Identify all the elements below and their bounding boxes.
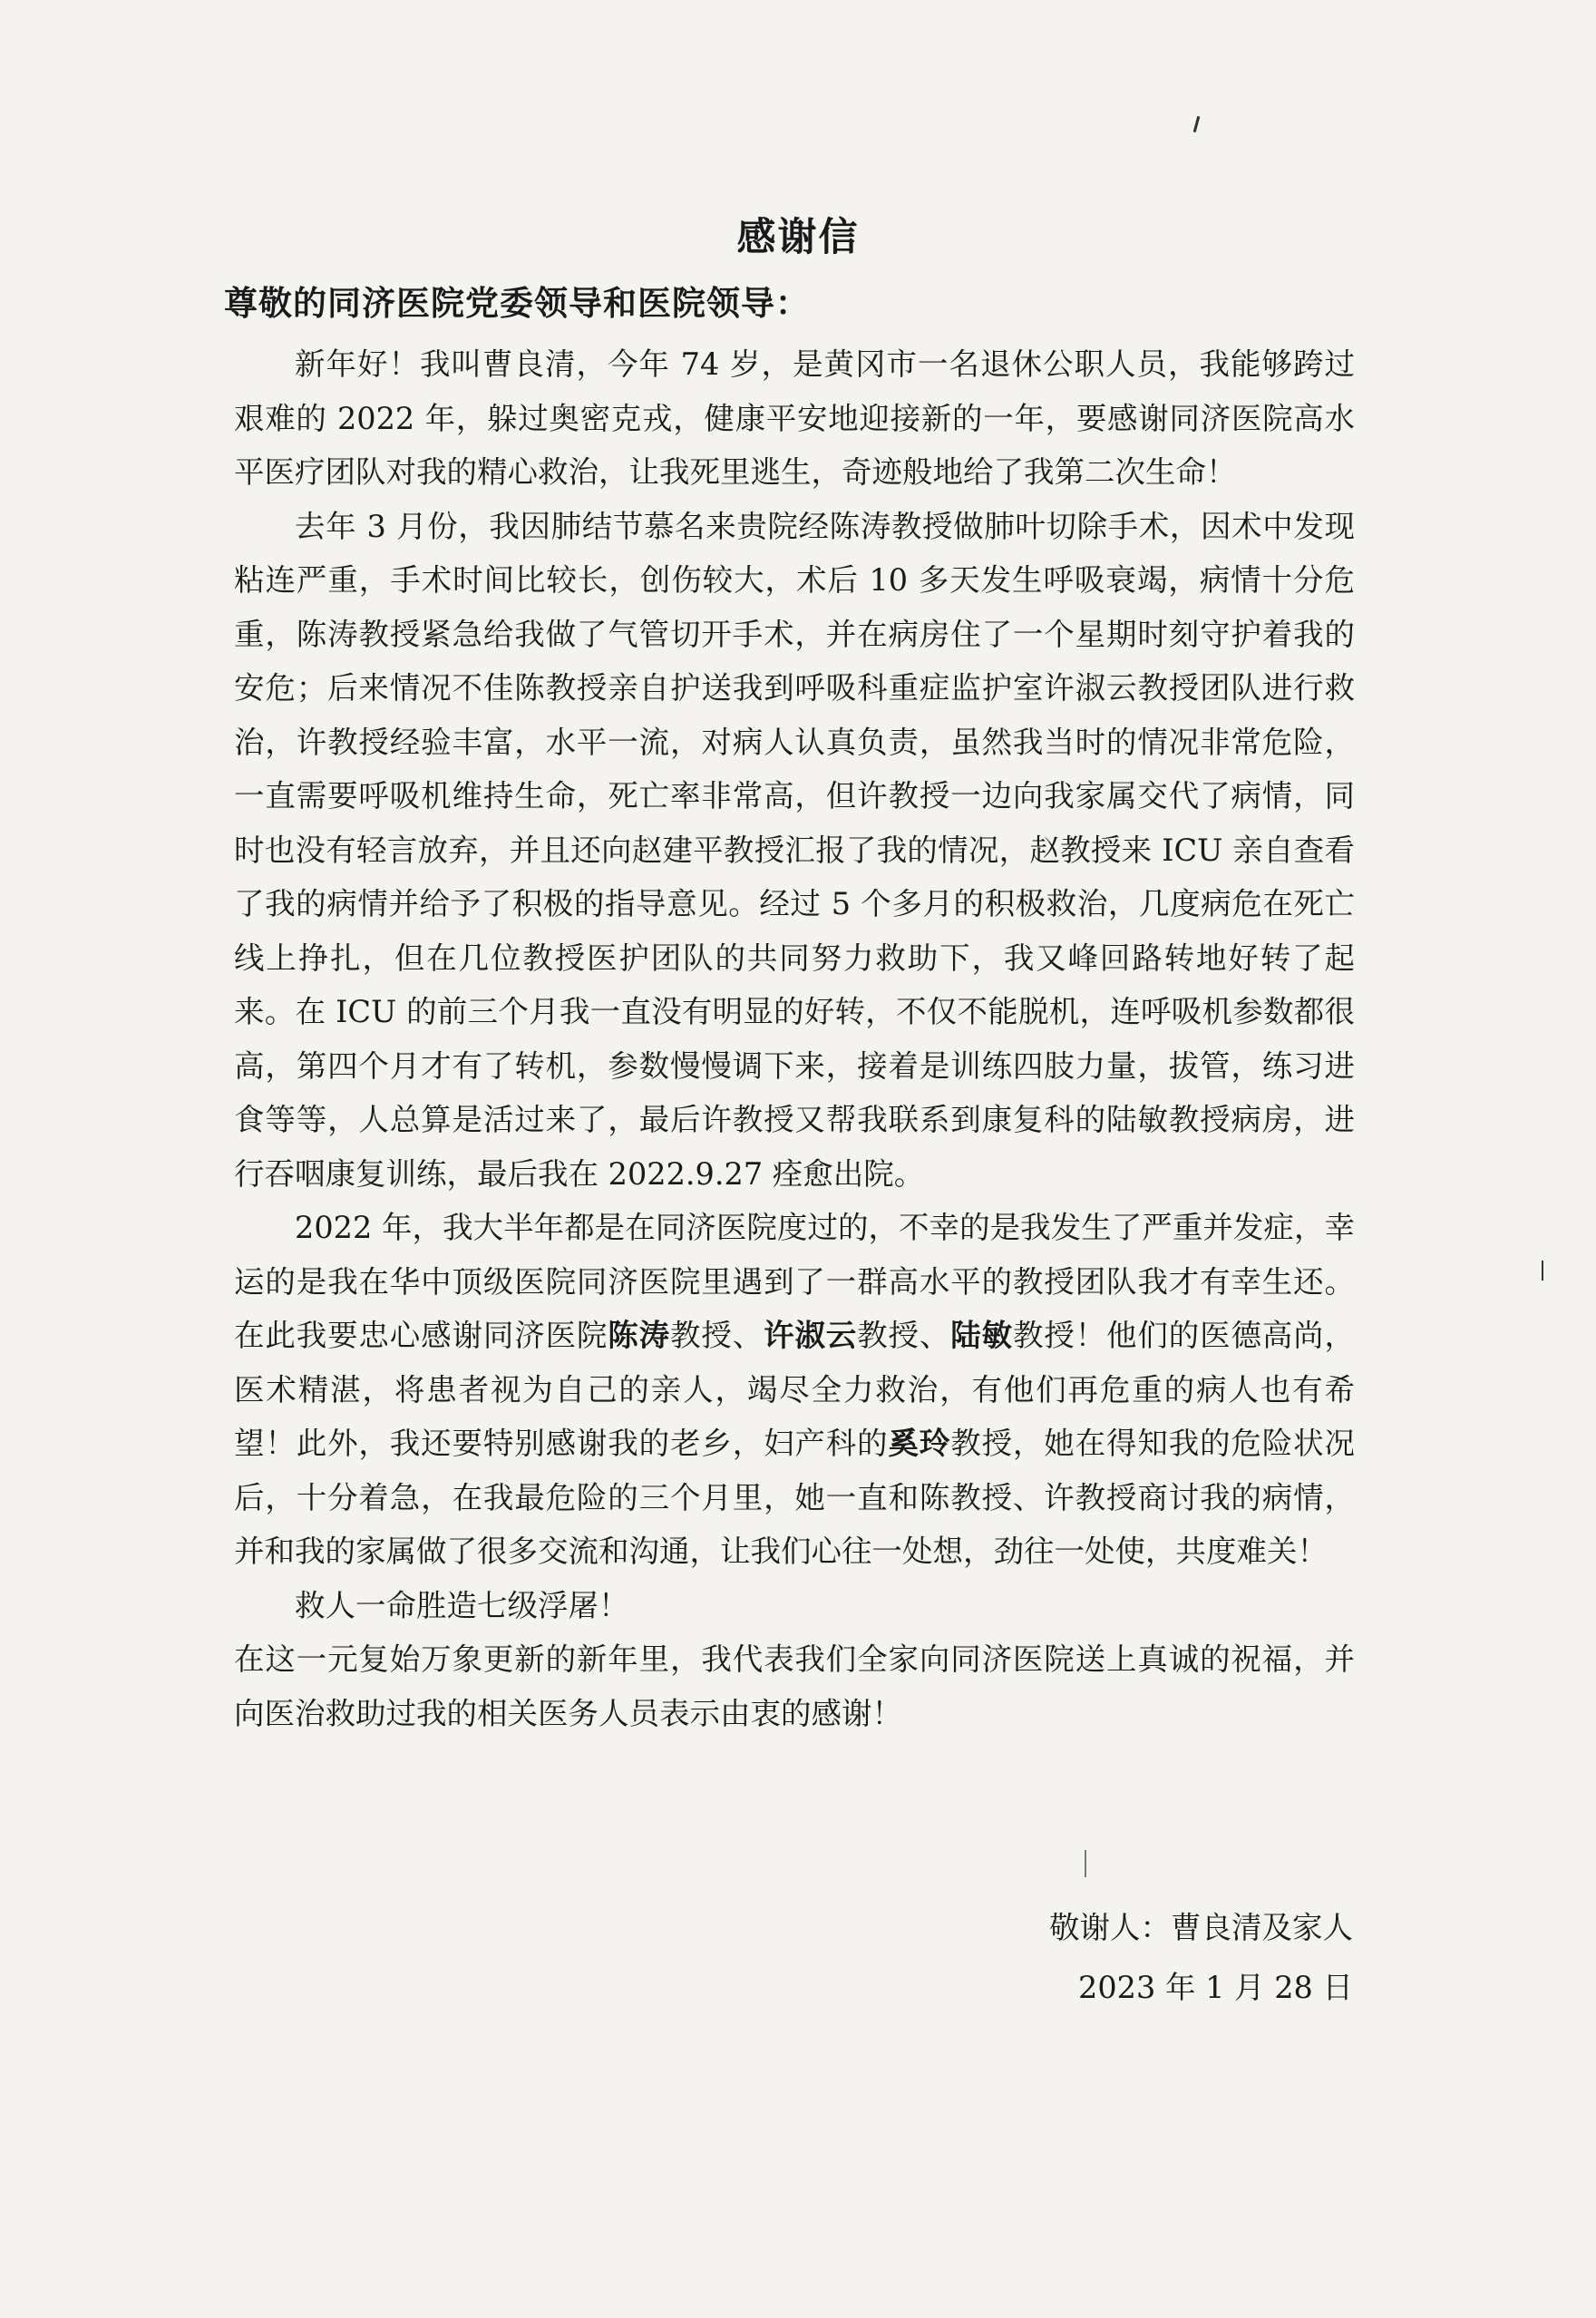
scan-mark (1085, 1850, 1086, 1877)
paragraph-5: 在这一元复始万象更新的新年里，我代表我们全家向同济医院送上真诚的祝福，并向医治救助过我的相关医务人员表示由衷的感谢！ (234, 1641, 1355, 1731)
paragraph-3 (234, 1201, 1355, 1579)
paragraph-3-text: 教授、 (857, 1318, 951, 1353)
scan-mark (1193, 116, 1201, 132)
doctor-name: 陆敏 (950, 1318, 1013, 1353)
paragraph-3-text: 教授！他们的医德高尚，医术精湛，将患者视为自己的亲人，竭尽全力救治，有他们再危重的病人也有希望！此外，我还要特别感谢我的老乡，妇产科的 (234, 1318, 1356, 1461)
doctor-name: 许淑云 (764, 1318, 858, 1353)
paragraph-3-text: 教授，她在得知我的危险状况后，十分着急，在我最危险的三个月里，她一直和陈教授、许教授商讨我的病情，并和我的家属做了很多交流和沟通，让我们心往一处想，劲往一处使，共度难关！ (234, 1426, 1356, 1569)
paragraph-4: 救人一命胜造七级浮屠！ (295, 1587, 629, 1623)
doctor-name: 奚玲 (888, 1426, 951, 1461)
scan-mark (1542, 1261, 1543, 1281)
letter-body (234, 337, 1355, 1740)
paragraph-3-text: 教授、 (670, 1318, 764, 1353)
letter-date: 2023 年 1 月 28 日 (1078, 1970, 1353, 2005)
paragraph-1: 新年好！我叫曹良清，今年 74 岁，是黄冈市一名退休公职人员，我能够跨过艰难的 2022 年，躲过奥密克戎，健康平安地迎接新的一年，要感谢同济医院高水平医疗团队对我的精心救治，让我死里逃生，奇迹般地给了我第二次生命！ (234, 346, 1355, 490)
doctor-name: 陈涛 (608, 1318, 671, 1353)
letter-signature: 敬谢人：曹良清及家人 (1049, 1910, 1353, 1945)
letter-salutation: 尊敬的同济医院党委领导和医院领导： (224, 284, 810, 323)
letter-title: 感谢信 (736, 215, 860, 260)
paragraph-2: 去年 3 月份，我因肺结节慕名来贵院经陈涛教授做肺叶切除手术，因术中发现粘连严重，手术时间比较长，创伤较大，术后 10 多天发生呼吸衰竭，病情十分危重，陈涛教授紧急给我做了气管切开手术，并在病房住了一个星期时刻守护着我的安危；后来情况不佳陈教授亲自护送我到呼吸科重症监护室许淑云教授团队进行救治，许教授经验丰富，水平一流，对病人认真负责，虽然我当时的情况非常危险，一直需要呼吸机维持生命，死亡率非常高，但许教授一边向我家属交代了病情，同时也没有轻言放弃，并且还向赵建平教授汇报了我的情况，赵教授来 ICU 亲自查看了我的病情并给予了积极的指导意见。经过 5 个多月的积极救治，几度病危在死亡线上挣扎，但在几位教授医护团队的共同努力救助下，我又峰回路转地好转了起来。在 ICU 的前三个月我一直没有明显的好转，不仅不能脱机，连呼吸机参数都很高，第四个月才有了转机，参数慢慢调下来，接着是训练四肢力量，拔管，练习进食等等，人总算是活过来了，最后许教授又帮我联系到康复科的陆敏教授病房，进行吞咽康复训练，最后我在 2022.9.27 痊愈出院。 (234, 508, 1355, 1192)
paragraph-3-text: 2022 年，我大半年都是在同济医院度过的，不幸的是我发生了严重并发症，幸运的是我在华中顶级医院同济医院里遇到了一群高水平的教授团队我才有幸生还。在此我要忠心感谢同济医院 (234, 1210, 1355, 1353)
